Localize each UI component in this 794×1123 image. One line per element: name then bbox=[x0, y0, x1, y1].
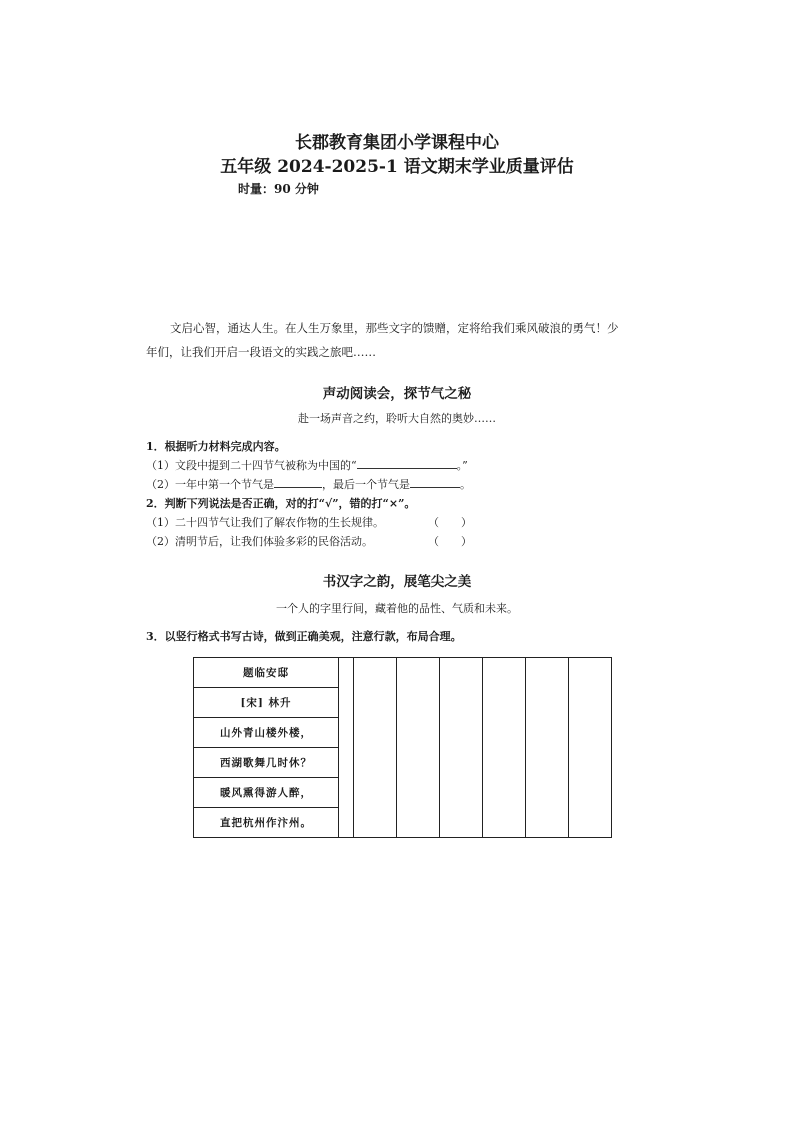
question-2-stem: 2．判断下列说法是否正确，对的打“√”，错的打“×”。 bbox=[146, 497, 416, 510]
poem-line: 西湖歌舞几时休？ bbox=[194, 748, 339, 778]
q1-item2-text-c: 。 bbox=[460, 478, 471, 491]
q1-item1-text: （1）文段中提到二十四节气被称为中国的“ bbox=[146, 459, 357, 472]
question-1-item-1 bbox=[146, 457, 468, 473]
judge-answer-box[interactable]: （ ） bbox=[428, 516, 472, 529]
poem-writing-grid bbox=[193, 657, 612, 838]
section-1-title: 声动阅读会，探节气之秘 bbox=[322, 386, 472, 402]
section-2-title: 书汉字之韵，展笔尖之美 bbox=[322, 574, 472, 590]
q1-item2-text-a: （2）一年中第一个节气是 bbox=[146, 478, 274, 491]
intro-line-1: 文启心智，通达人生。在人生万象里，那些文字的馈赠，定将给我们乘风破浪的勇气！少 bbox=[170, 321, 619, 335]
intro-line-2: 年们，让我们开启一段语文的实践之旅吧…… bbox=[146, 345, 376, 359]
section-2-subtitle: 一个人的字里行间，藏着他的品性、气质和未来。 bbox=[276, 602, 518, 615]
question-2-item-1: （1）二十四节气让我们了解农作物的生长规律。 bbox=[146, 516, 384, 529]
poem-line: 山外青山楼外楼， bbox=[194, 718, 339, 748]
poem-line: 直把杭州作汴州。 bbox=[194, 808, 339, 838]
section-1-subtitle: 赴一场声音之约，聆听大自然的奥妙…… bbox=[298, 412, 496, 425]
poem-line: 暖风熏得游人醉， bbox=[194, 778, 339, 808]
q1-item1-tail: 。” bbox=[456, 459, 468, 472]
question-1-item-2 bbox=[146, 476, 471, 492]
question-3-stem: 3．以竖行格式书写古诗，做到正确美观，注意行款，布局合理。 bbox=[146, 630, 462, 643]
exam-duration: 时量：90 分钟 bbox=[238, 182, 319, 196]
writing-column[interactable] bbox=[526, 658, 569, 838]
question-2-item-2: （2）清明节后，让我们体验多彩的民俗活动。 bbox=[146, 535, 373, 548]
writing-column[interactable] bbox=[440, 658, 483, 838]
answer-blank[interactable] bbox=[274, 476, 322, 488]
grid-spacer-column bbox=[339, 658, 354, 838]
writing-column[interactable] bbox=[397, 658, 440, 838]
question-1-stem: 1．根据听力材料完成内容。 bbox=[146, 440, 286, 453]
writing-column[interactable] bbox=[569, 658, 612, 838]
writing-column[interactable] bbox=[483, 658, 526, 838]
writing-column[interactable] bbox=[354, 658, 397, 838]
poem-title: 题临安邸 bbox=[194, 658, 339, 688]
judge-answer-box[interactable]: （ ） bbox=[428, 535, 472, 548]
answer-blank[interactable] bbox=[357, 457, 457, 469]
poem-author: [宋] 林升 bbox=[194, 688, 339, 718]
exam-title: 五年级 2024-2025-1 语文期末学业质量评估 bbox=[220, 157, 574, 177]
q1-item2-text-b: ，最后一个节气是 bbox=[322, 478, 410, 491]
answer-blank[interactable] bbox=[410, 476, 460, 488]
intro-paragraph bbox=[146, 316, 666, 364]
school-title: 长郡教育集团小学课程中心 bbox=[295, 133, 499, 153]
